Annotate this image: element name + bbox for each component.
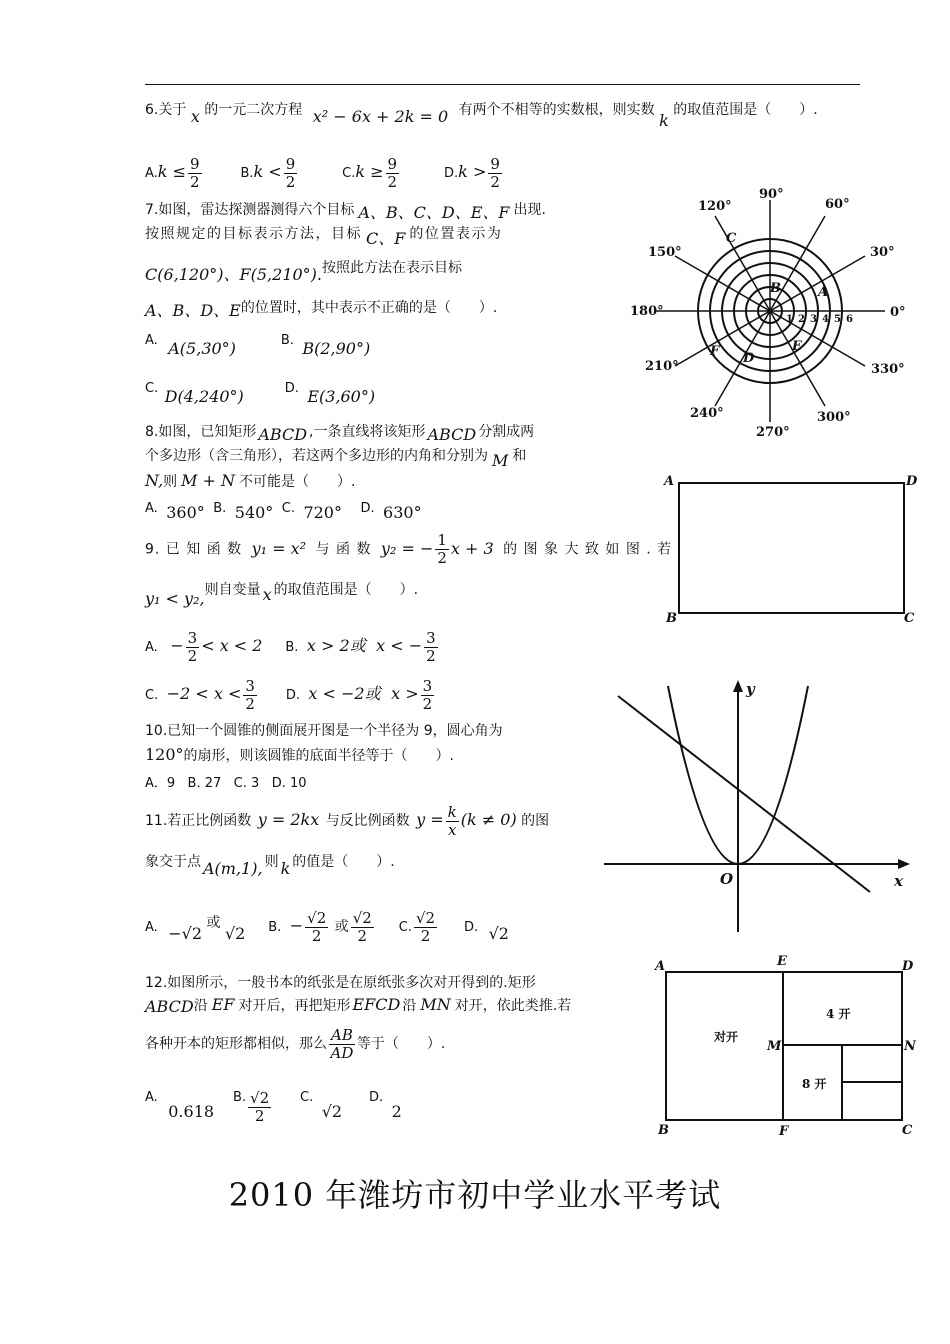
question-8-line2: 个多边形（含三角形），若这两个多边形的内角和分别为 M 和	[145, 448, 527, 470]
question-12-line1: 12.如图所示，一般书本的纸张是在原纸张多次对开得到的.矩形	[145, 975, 536, 991]
question-8-options: A. 360° B. 540° C. 720° D. 630°	[145, 501, 422, 522]
ring-label-3: 3	[810, 314, 817, 325]
region-label-eighth: 8 开	[802, 1077, 827, 1091]
question-12-line3: 各种开本的矩形都相似，那么 $\frac{AB}{AD}$ 等于（ ）.	[145, 1025, 446, 1062]
paper-fold-figure	[652, 952, 922, 1142]
angle-label-30: 30°	[870, 245, 895, 260]
radar-point-F: F	[710, 344, 720, 359]
angle-label-150: 150°	[648, 245, 682, 260]
function-graph	[600, 672, 920, 940]
question-10-line2: 120°的扇形，则该圆锥的底面半径等于（ ）.	[145, 745, 454, 764]
question-9-line1: 9. 已 知 函 数 y₁ = x² 与 函 数 y₂ = − $\frac{1}{2}$ x + 3 的 图 象 大 致 如 图 . 若	[145, 531, 673, 567]
question-11-line2: 象交于点 A(m,1), 则 k 的值是（ ）.	[145, 854, 395, 878]
radar-point-D: D	[743, 351, 755, 366]
question-8-line3: N,则 M + N 不可能是（ ）.	[145, 471, 356, 490]
question-7-line4: A、B、D、E的位置时，其中表示不正确的是（ ）.	[145, 300, 498, 320]
y-axis-label: y	[746, 680, 755, 698]
exam-title: 2010 年潍坊市初中学业水平考试	[228, 1176, 722, 1214]
angle-label-270: 270°	[756, 425, 790, 440]
ring-label-4: 4	[822, 314, 829, 325]
angle-label-210: 210°	[645, 359, 679, 374]
question-12-line2: ABCD沿 EF 对开后，再把矩形 EFCD 沿 MN 对开，依此类推.若	[145, 995, 572, 1016]
paper-label-F: F	[779, 1124, 789, 1139]
paper-label-E: E	[777, 954, 787, 969]
ring-label-5: 5	[834, 314, 841, 325]
question-7-line1: 7.如图，雷达探测器测得六个目标 A、B、C、D、E、F 出现.	[145, 202, 546, 222]
rect-label-C: C	[904, 611, 915, 626]
question-7-line2: 按照规定的目标表示方法，目标 C、F 的位置表示为	[145, 226, 503, 248]
question-8-line1: 8.如图，已知矩形 ABCD ,一条直线将该矩形 ABCD 分割成两	[145, 424, 535, 444]
angle-label-60: 60°	[825, 197, 850, 212]
rect-label-D: D	[906, 474, 918, 489]
radar-figure	[620, 180, 920, 442]
angle-label-90: 90°	[759, 187, 784, 202]
top-rule	[145, 84, 860, 85]
rectangle-figure	[658, 470, 923, 630]
origin-label: O	[720, 870, 734, 888]
paper-label-N: N	[904, 1039, 916, 1054]
paper-label-A: A	[655, 959, 666, 974]
x-axis-label: x	[894, 872, 903, 890]
radar-point-C: C	[726, 231, 737, 246]
radar-rays	[655, 200, 885, 422]
angle-label-300: 300°	[817, 410, 851, 425]
y-axis-arrow	[733, 680, 743, 692]
radar-point-B: B	[770, 281, 781, 296]
angle-label-330: 330°	[871, 362, 905, 377]
paper-label-C: C	[902, 1123, 913, 1138]
region-label-half: 对开	[714, 1030, 739, 1044]
angle-label-240: 240°	[690, 406, 724, 421]
paper-label-D: D	[902, 959, 914, 974]
question-6-line: 6.关于 x 的一元二次方程 x² − 6x + 2k = 0 有两个不相等的实数根，则实数 k 的取值范围是（ ）.	[145, 102, 818, 130]
x-axis-arrow	[898, 859, 910, 869]
angle-label-0: 0°	[890, 305, 906, 320]
question-7-options-ab: A. A(5,30°) B. B(2,90°)	[145, 333, 371, 358]
rectangle-abcd	[679, 483, 904, 613]
question-12-options: A. 0.618 B. $\frac{√2}{2}$ C. √2 D. 2	[145, 1088, 402, 1125]
question-9-options-cd: C. −2 < x < $\frac{3}{2}$ D. x < −2或 x > $\frac{3}{2}$	[145, 676, 433, 713]
question-10-line1: 10.已知一个圆锥的侧面展开图是一个半径为 9，圆心角为	[145, 723, 503, 739]
region-label-quarter: 4 开	[826, 1007, 851, 1021]
rect-label-B: B	[666, 611, 677, 626]
question-10-options: A．9 B. 27 C. 3 D. 10	[145, 776, 307, 791]
ring-label-6: 6	[846, 314, 853, 325]
question-9-line2: y₁ < y₂,则自变量 x 的取值范围是（ ）.	[145, 582, 419, 608]
rect-label-A: A	[664, 474, 675, 489]
question-6-options: A.k ≤ $\frac{9}{2}$ B.k < $\frac{9}{2}$ C.k ≥ $\frac{9}{2}$ D.k > $\frac{9}{2}$	[145, 154, 500, 191]
radar-point-A: A	[818, 285, 829, 300]
question-9-options-ab: A. − $\frac{3}{2}$ < x < 2 B. x > 2或 x < − $\frac{3}{2}$	[145, 628, 436, 665]
question-7-options-cd: C. D(4,240°) D. E(3,60°)	[145, 381, 376, 406]
question-11-options: A. −√2 或 √2 B. − $\frac{√2}{2}$ 或 $\frac{√2}{2}$ C. $\frac{√2}{2}$ D. √2	[145, 908, 509, 945]
question-7-line3: C(6,120°)、F(5,210°).按照此方法在表示目标	[145, 260, 463, 284]
paper-label-M: M	[767, 1039, 782, 1054]
radar-point-E: E	[792, 339, 802, 354]
paper-label-B: B	[658, 1123, 669, 1138]
question-11-line1: 11.若正比例函数 y = 2kx 与反比例函数 y = $\frac{k}{x}$ (k ≠ 0) 的图	[145, 802, 550, 839]
angle-label-120: 120°	[698, 199, 732, 214]
ring-label-1: 1	[786, 314, 793, 325]
angle-label-180: 180°	[630, 304, 664, 319]
ring-label-2: 2	[798, 314, 805, 325]
